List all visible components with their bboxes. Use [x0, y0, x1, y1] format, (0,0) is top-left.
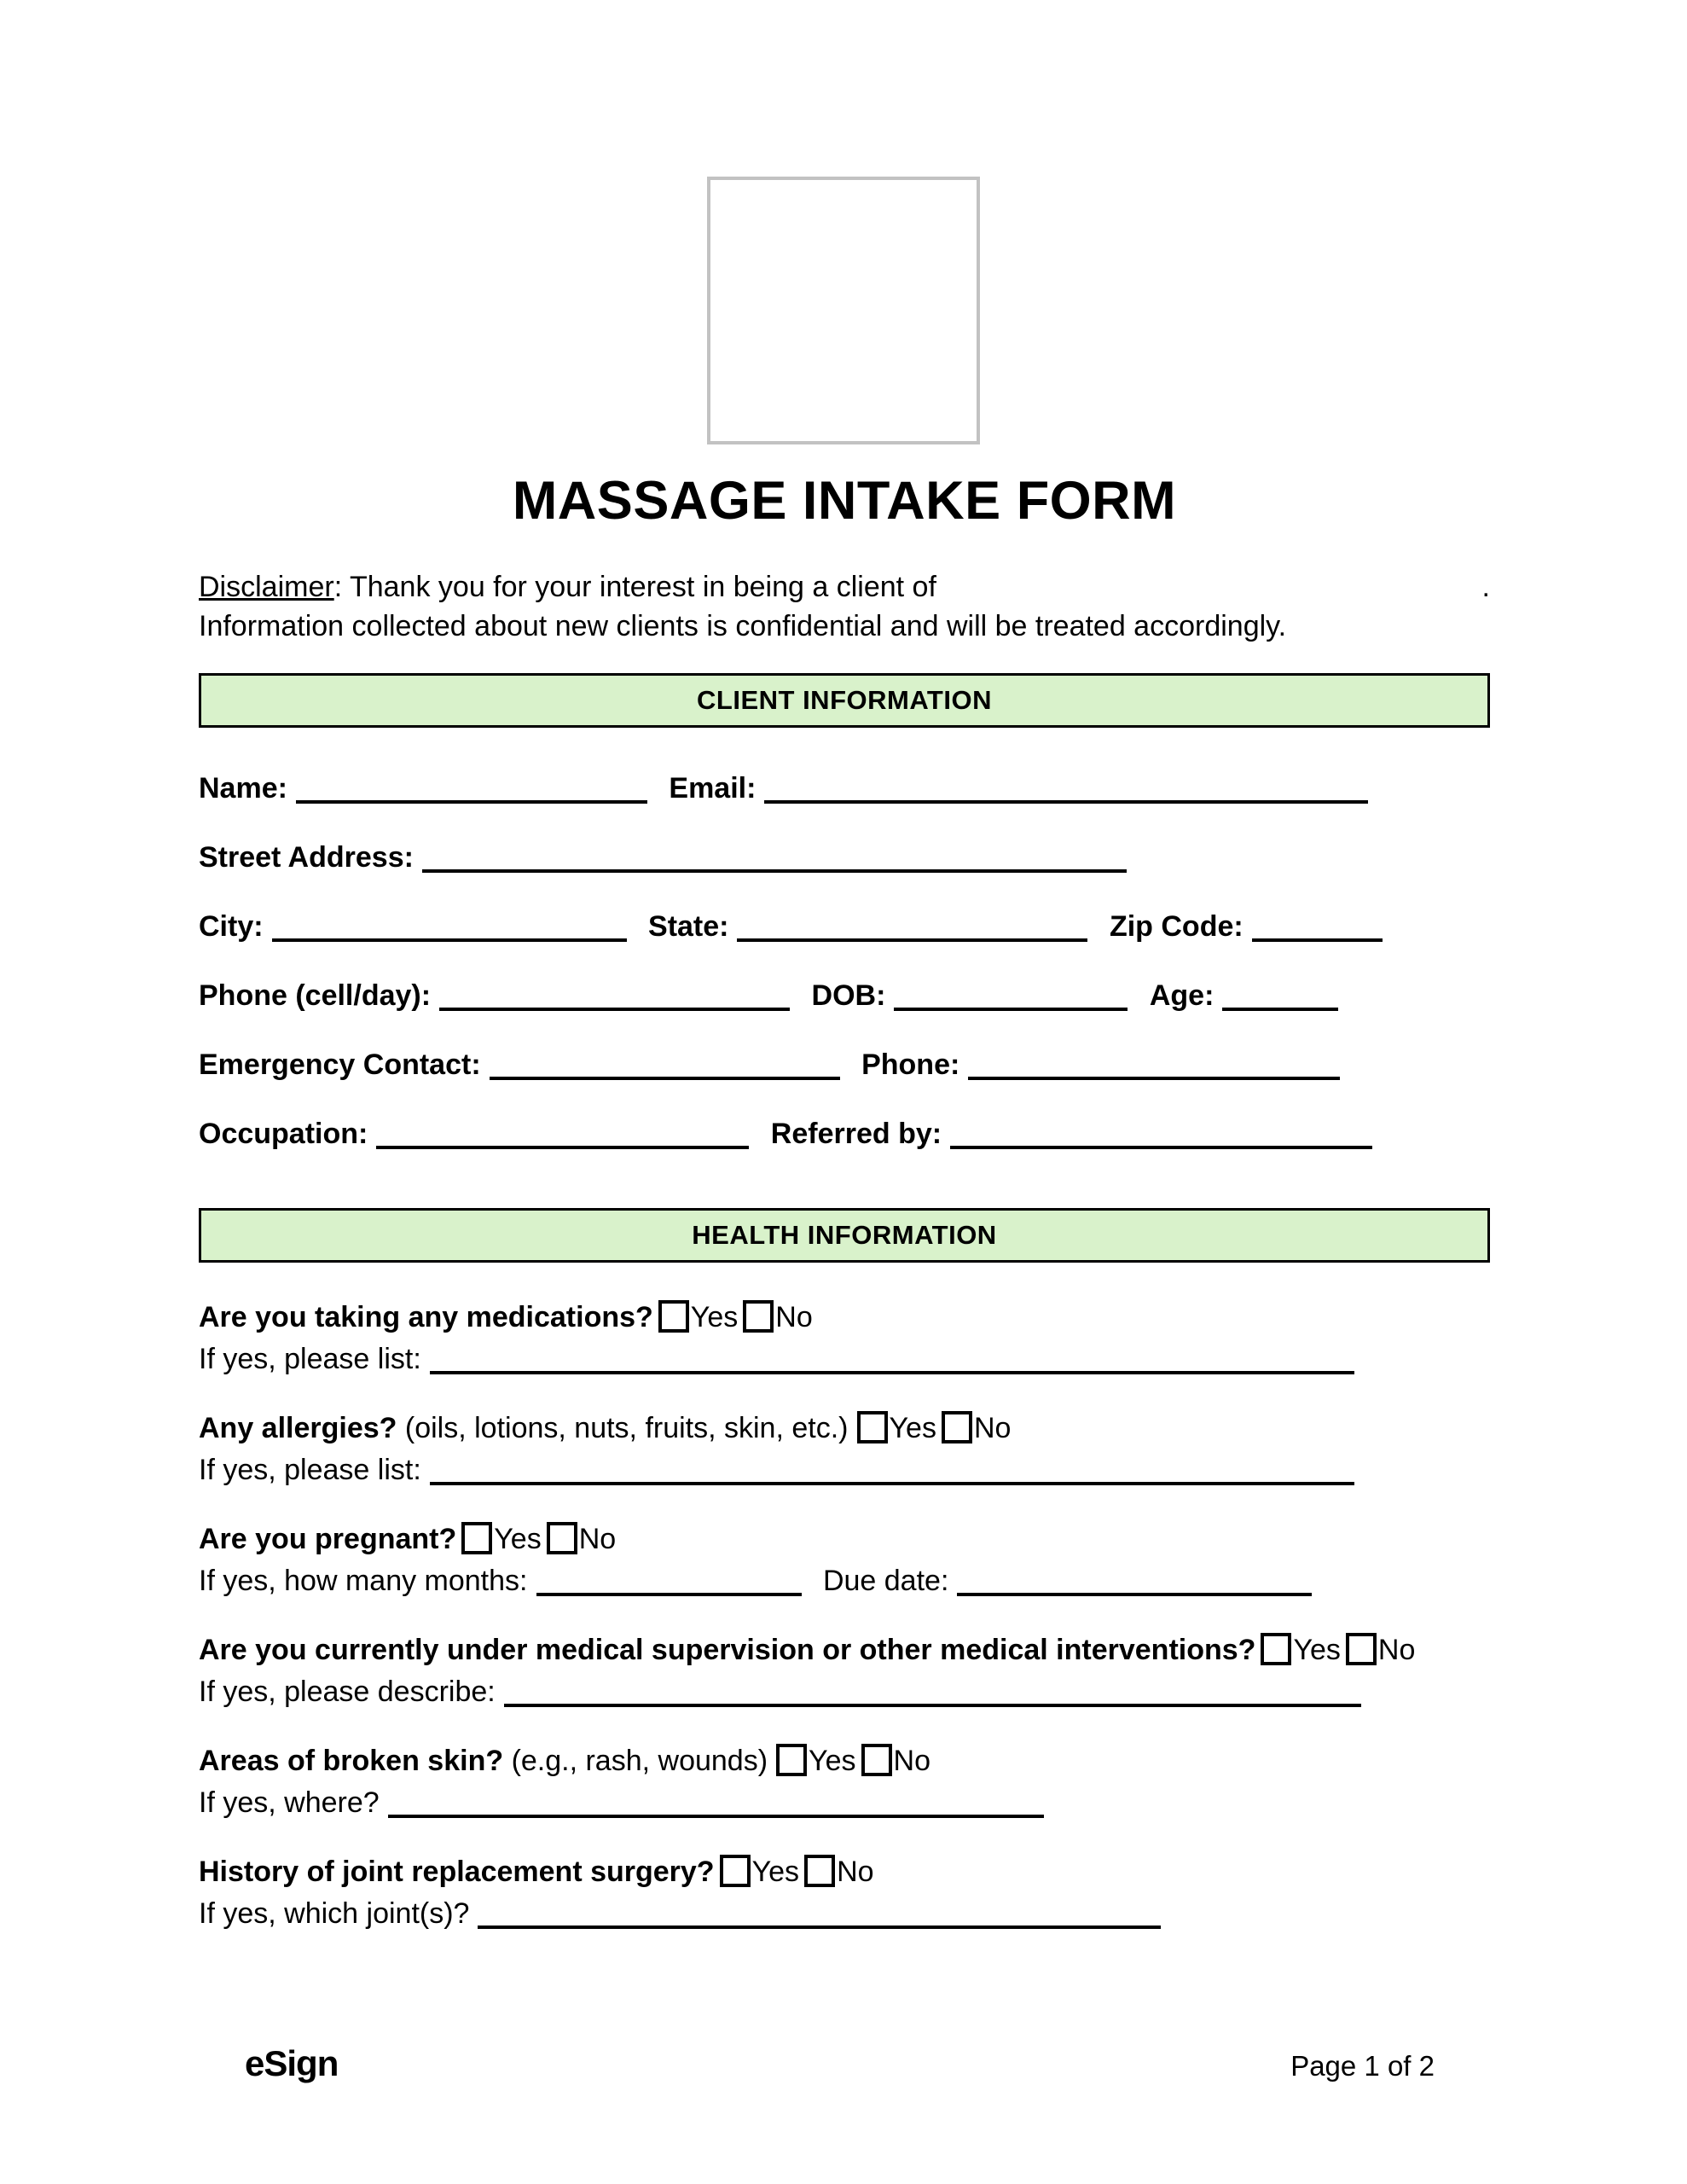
zip-code-blank[interactable] — [1252, 913, 1383, 942]
pregnant-question-label: Are you pregnant? — [199, 1523, 457, 1555]
allergies-list-blank[interactable] — [430, 1456, 1354, 1485]
question-joint-replacement — [199, 1855, 1490, 1940]
age-blank[interactable] — [1222, 982, 1338, 1011]
emergency-contact-label: Emergency Contact: — [199, 1048, 481, 1081]
client-information-header — [199, 673, 1490, 728]
medications-question-label: Are you taking any medications? — [199, 1301, 653, 1333]
email-blank[interactable] — [764, 775, 1368, 804]
joint-follow-label: If yes, which joint(s)? — [199, 1897, 470, 1930]
medications-follow-label: If yes, please list: — [199, 1343, 421, 1375]
zip-code-label: Zip Code: — [1109, 910, 1244, 943]
disclaimer-line1 — [199, 567, 1490, 607]
name-blank[interactable] — [296, 775, 647, 804]
page-title: MASSAGE INTAKE FORM — [512, 471, 1177, 531]
skin-yes-label: Yes — [809, 1745, 856, 1777]
emergency-phone-label: Phone: — [861, 1048, 960, 1081]
pregnant-yes-label: Yes — [494, 1523, 542, 1555]
disclaimer-label: Disclaimer — [199, 571, 334, 603]
joint-yes-label: Yes — [751, 1856, 800, 1888]
joint-which-blank[interactable] — [478, 1900, 1161, 1929]
allergies-no-label: No — [973, 1412, 1012, 1444]
row-emergency — [199, 1048, 1490, 1081]
phone-cell-label: Phone (cell/day): — [199, 979, 432, 1012]
row-city-state-zip — [199, 910, 1490, 943]
allergies-question-label: Any allergies? — [199, 1412, 397, 1444]
joint-no-checkbox[interactable] — [804, 1855, 835, 1887]
medications-no-label: No — [775, 1301, 813, 1333]
state-label: State: — [648, 910, 729, 943]
pregnant-no-checkbox[interactable] — [547, 1522, 577, 1554]
medications-yes-checkbox[interactable] — [658, 1300, 689, 1333]
referred-by-label: Referred by: — [770, 1118, 942, 1150]
pregnant-months-label: If yes, how many months: — [199, 1565, 528, 1597]
dob-label: DOB: — [811, 979, 886, 1012]
client-information-header-label: CLIENT INFORMATION — [697, 685, 992, 715]
row-phone-dob-age — [199, 979, 1490, 1012]
email-label: Email: — [669, 772, 757, 804]
page-footer — [245, 2043, 1435, 2084]
disclaimer-text: : Thank you for your interest in being a client of — [333, 571, 936, 603]
medical-question-label: Are you currently under medical supervision or other medical interventions? — [199, 1634, 1256, 1666]
page-number: Page 1 of 2 — [1290, 2050, 1435, 2082]
due-date-blank[interactable] — [957, 1567, 1312, 1596]
disclaimer-line2: Information collected about new clients is confidential and will be treated accordingly. — [199, 610, 1287, 642]
referred-by-blank[interactable] — [950, 1120, 1372, 1149]
client-info-fields — [199, 772, 1490, 1150]
logo-placeholder-box — [707, 177, 980, 444]
skin-follow-label: If yes, where? — [199, 1786, 380, 1819]
skin-yes-checkbox[interactable] — [776, 1744, 807, 1776]
city-blank[interactable] — [272, 913, 627, 942]
question-broken-skin — [199, 1744, 1490, 1829]
city-label: City: — [199, 910, 264, 943]
skin-no-checkbox[interactable] — [861, 1744, 892, 1776]
occupation-blank[interactable] — [376, 1120, 749, 1149]
skin-question-label: Areas of broken skin? — [199, 1745, 504, 1777]
row-name-email — [199, 772, 1490, 802]
skin-where-blank[interactable] — [388, 1789, 1044, 1818]
question-allergies — [199, 1411, 1490, 1496]
medications-yes-label: Yes — [690, 1301, 739, 1333]
pregnant-months-blank[interactable] — [536, 1567, 802, 1596]
medical-no-label: No — [1377, 1634, 1416, 1666]
question-pregnant — [199, 1522, 1490, 1607]
street-address-label: Street Address: — [199, 841, 414, 874]
dob-blank[interactable] — [894, 982, 1128, 1011]
medications-no-checkbox[interactable] — [743, 1300, 774, 1333]
joint-no-label: No — [837, 1856, 874, 1888]
allergies-no-checkbox[interactable] — [942, 1411, 972, 1443]
emergency-phone-blank[interactable] — [968, 1051, 1340, 1080]
allergies-follow-label: If yes, please list: — [199, 1454, 421, 1486]
state-blank[interactable] — [737, 913, 1087, 942]
street-address-blank[interactable] — [422, 844, 1127, 873]
health-information-header — [199, 1208, 1490, 1263]
question-medical-supervision — [199, 1633, 1490, 1718]
question-medications — [199, 1300, 1490, 1385]
medical-describe-blank[interactable] — [504, 1678, 1361, 1707]
allergies-yes-checkbox[interactable] — [857, 1411, 888, 1443]
disclaimer-period: . — [1481, 571, 1490, 603]
health-section — [199, 1208, 1490, 1940]
pregnant-no-label: No — [578, 1523, 617, 1555]
medications-list-blank[interactable] — [430, 1345, 1354, 1374]
health-information-header-label: HEALTH INFORMATION — [692, 1220, 997, 1250]
due-date-label: Due date: — [822, 1565, 949, 1597]
medical-yes-label: Yes — [1293, 1634, 1341, 1666]
joint-yes-checkbox[interactable] — [720, 1855, 751, 1887]
medical-no-checkbox[interactable] — [1346, 1633, 1377, 1665]
row-occupation — [199, 1118, 1490, 1150]
emergency-contact-blank[interactable] — [490, 1051, 840, 1080]
joint-question-label: History of joint replacement surgery? — [199, 1856, 715, 1888]
disclaimer — [199, 567, 1490, 646]
medical-yes-checkbox[interactable] — [1261, 1633, 1291, 1665]
medical-follow-label: If yes, please describe: — [199, 1676, 496, 1708]
phone-cell-blank[interactable] — [439, 982, 790, 1011]
occupation-label: Occupation: — [199, 1118, 368, 1150]
age-label: Age: — [1149, 979, 1215, 1012]
skin-note: (e.g., rash, wounds) — [511, 1745, 768, 1777]
esign-logo: eSign — [245, 2043, 339, 2083]
name-label: Name: — [199, 772, 287, 804]
row-street — [199, 841, 1490, 874]
allergies-note: (oils, lotions, nuts, fruits, skin, etc.) — [404, 1412, 849, 1444]
allergies-yes-label: Yes — [889, 1412, 936, 1444]
pregnant-yes-checkbox[interactable] — [461, 1522, 492, 1554]
skin-no-label: No — [893, 1745, 930, 1777]
